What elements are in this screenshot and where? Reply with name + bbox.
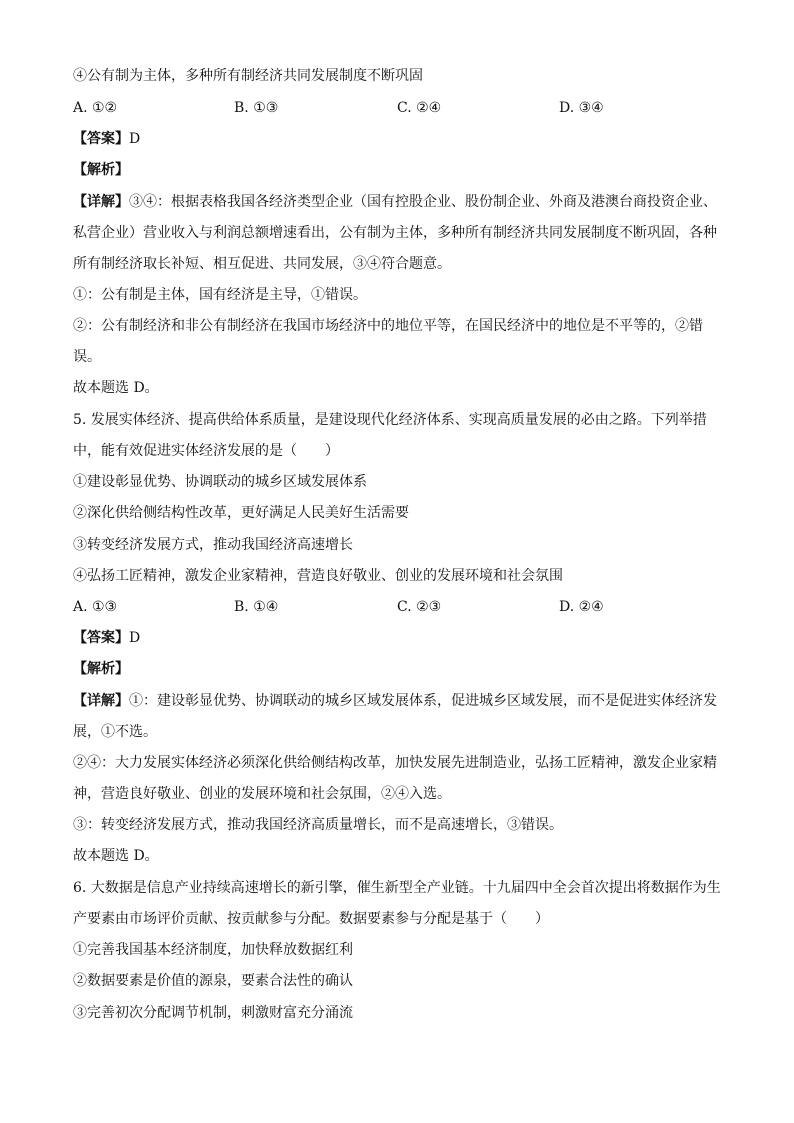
- q5-item-2: ②深化供给侧结构性改革，更好满足人民美好生活需要: [73, 505, 409, 521]
- detail-text: ③④：根据表格我国各经济类型企业（国有控股企业、股份制企业、外商及港澳台商投资企业、: [129, 194, 717, 210]
- q4-option-d: D. ③④: [559, 100, 604, 116]
- q4-analysis-label: 【解析】: [73, 162, 129, 178]
- detail-text: ①：建设彰显优势、协调联动的城乡区域发展体系，促进城乡区域发展，而不是促进实体经济发: [129, 693, 717, 709]
- q5-stem-line-1: 5. 发展实体经济、提高供给体系质量，是建设现代化经济体系、实现高质量发展的必由之路。下列举措: [73, 412, 707, 428]
- q4-option-a: A. ①②: [73, 100, 118, 116]
- q4-answer: [73, 129, 140, 149]
- q6-stem-line-2: 产要素由市场评价贡献、按贡献参与分配。数据要素参与分配是基于（ ）: [73, 911, 549, 927]
- q5-option-c: C. ②③: [397, 599, 442, 615]
- q4-detail-line-4: ①：公有制是主体，国有经济是主导，①错误。: [73, 287, 367, 303]
- q6-item-3: ③完善初次分配调节机制，刺激财富充分涌流: [73, 1005, 353, 1021]
- q4-detail-line-2: 私营企业）营业收入与利润总额增速看出，公有制为主体，多种所有制经济共同发展制度不断巩固，各种: [73, 225, 717, 241]
- q4-detail-line-6: 误。: [73, 349, 101, 365]
- q5-option-b: B. ①④: [234, 599, 279, 615]
- answer-label: 【答案】: [73, 630, 129, 646]
- q5-option-a: A. ①③: [73, 599, 118, 615]
- q4-option-c: C. ②④: [397, 100, 442, 116]
- q5-item-3: ③转变经济发展方式，推动我国经济高速增长: [73, 537, 353, 553]
- q5-detail-line-5: ③：转变经济发展方式，推动我国经济高质量增长，而不是高速增长，③错误。: [73, 817, 563, 833]
- q6-item-1: ①完善我国基本经济制度，加快释放数据红利: [73, 942, 353, 958]
- q4-option-b: B. ①③: [234, 100, 279, 116]
- q5-analysis-label: 【解析】: [73, 661, 129, 677]
- q5-item-1: ①建设彰显优势、协调联动的城乡区域发展体系: [73, 474, 367, 490]
- q5-option-d: D. ②④: [559, 599, 604, 615]
- q5-item-4: ④弘扬工匠精神，激发企业家精神，营造良好敬业、创业的发展环境和社会氛围: [73, 568, 563, 584]
- q5-stem-line-2: 中，能有效促进实体经济发展的是（ ）: [73, 443, 339, 459]
- answer-value: D: [129, 131, 141, 147]
- q5-answer: [73, 628, 140, 648]
- q5-detail-line-4: 神，营造良好敬业、创业的发展环境和社会氛围，②④入选。: [73, 786, 451, 802]
- detail-label: 【详解】: [73, 194, 129, 210]
- q5-conclusion: 故本题选 D。: [73, 848, 159, 864]
- q5-detail-line-3: ②④：大力发展实体经济必须深化供给侧结构改革，加快发展先进制造业，弘扬工匠精神，激发企业家精: [73, 755, 717, 771]
- q4-detail-line-3: 所有制经济取长补短、相互促进、共同发展，③④符合题意。: [73, 256, 451, 272]
- q5-detail-line-2: 展，①不选。: [73, 724, 157, 740]
- q5-detail-line-1: [73, 691, 717, 711]
- answer-label: 【答案】: [73, 131, 129, 147]
- q4-detail-line-5: ②：公有制经济和非公有制经济在我国市场经济中的地位平等，在国民经济中的地位是不平等的，②错: [73, 318, 703, 334]
- q4-item-4: ④公有制为主体，多种所有制经济共同发展制度不断巩固: [73, 68, 423, 84]
- q4-detail-line-1: [73, 192, 717, 212]
- q6-item-2: ②数据要素是价值的源泉，要素合法性的确认: [73, 973, 353, 989]
- q6-stem-line-1: 6. 大数据是信息产业持续高速增长的新引擎，催生新型全产业链。十九届四中全会首次提出将数据作为生: [73, 880, 721, 896]
- q4-conclusion: 故本题选 D。: [73, 380, 159, 396]
- answer-value: D: [129, 630, 141, 646]
- detail-label: 【详解】: [73, 693, 129, 709]
